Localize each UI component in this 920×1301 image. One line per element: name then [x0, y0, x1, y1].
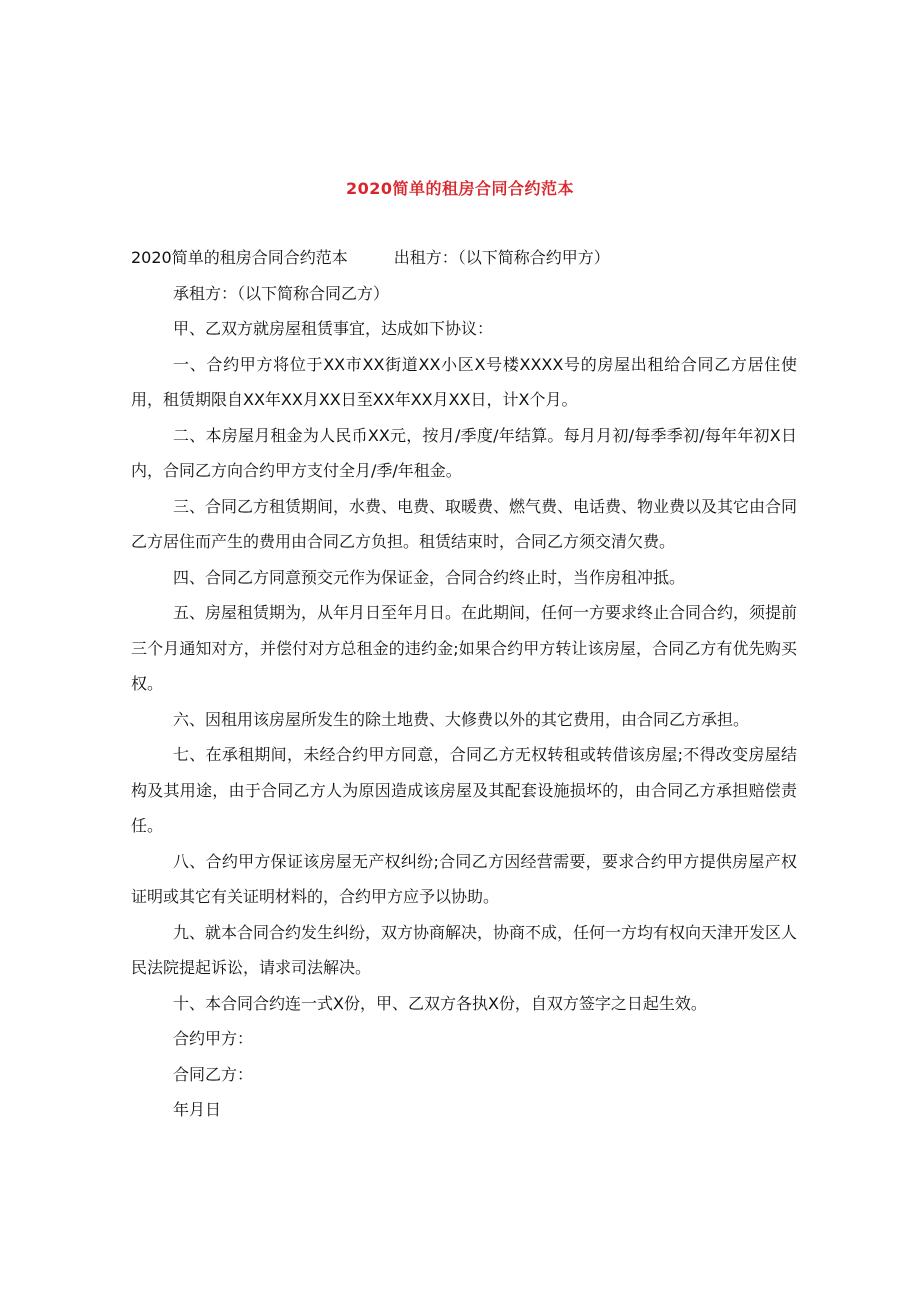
lessor-line: 出租方：（以下简称合约甲方）: [393, 248, 610, 267]
clause-3: 三、合同乙方租赁期间，水费、电费、取暖费、燃气费、电话费、物业费以及其它由合同乙方居住而产生的费用由合同乙方负担。租赁结束时，合同乙方须交清欠费。: [131, 496, 798, 551]
clause-9: 九、就本合同合约发生纠纷，双方协商解决，协商不成，任何一方均有权向天津开发区人民法院提起诉讼，请求司法解决。: [131, 922, 798, 977]
clause-10: 十、本合同合约连一式X份，甲、乙双方各执X份，自双方签字之日起生效。: [173, 993, 707, 1013]
signature-party-a: 合约甲方：: [173, 1029, 254, 1048]
clause-6: 六、因租用该房屋所发生的除土地费、大修费以外的其它费用，由合同乙方承担。: [173, 709, 750, 729]
lessee-line: 承租方：（以下简称合同乙方）: [173, 283, 390, 303]
clause-1: 一、合约甲方将位于XX市XX街道XX小区X号楼XXXX号的房屋出租给合同乙方居住使用，租赁期限自XX年XX月XX日至XX年XX月XX日，计X个月。: [131, 354, 797, 409]
header-line: [131, 240, 797, 276]
signature-party-b: 合同乙方：: [173, 1064, 254, 1084]
signature-date: 年月日: [173, 1100, 222, 1119]
document-subtitle: 2020简单的租房合同合约范本: [131, 248, 348, 267]
document-title: 2020简单的租房合同合约范本: [345, 179, 575, 198]
clause-7: 七、在承租期间，未经合约甲方同意，合同乙方无权转租或转借该房屋;不得改变房屋结构及其用途，由于合同乙方人为原因造成该房屋及其配套设施损坏的，由合同乙方承担赔偿责任。: [131, 745, 797, 835]
intro-line: 甲、乙双方就房屋租赁事宜，达成如下协议：: [173, 319, 494, 338]
clause-4: 四、合同乙方同意预交元作为保证金，合同合约终止时，当作房租冲抵。: [173, 567, 686, 587]
clause-2: 二、本房屋月租金为人民币XX元，按月/季度/年结算。每月月初/每季季初/每年年初X日内，合同乙方向合约甲方支付全月/季/年租金。: [131, 425, 797, 480]
document-body: [131, 240, 797, 1128]
clause-8: 八、合约甲方保证该房屋无产权纠纷;合同乙方因经营需要，要求合约甲方提供房屋产权证明或其它有关证明材料的，合约甲方应予以协助。: [131, 851, 797, 906]
clause-5: 五、房屋租赁期为，从年月日至年月日。在此期间，任何一方要求终止合同合约，须提前三个月通知对方，并偿付对方总租金的违约金;如果合约甲方转让该房屋，合同乙方有优先购买权。: [131, 603, 798, 693]
